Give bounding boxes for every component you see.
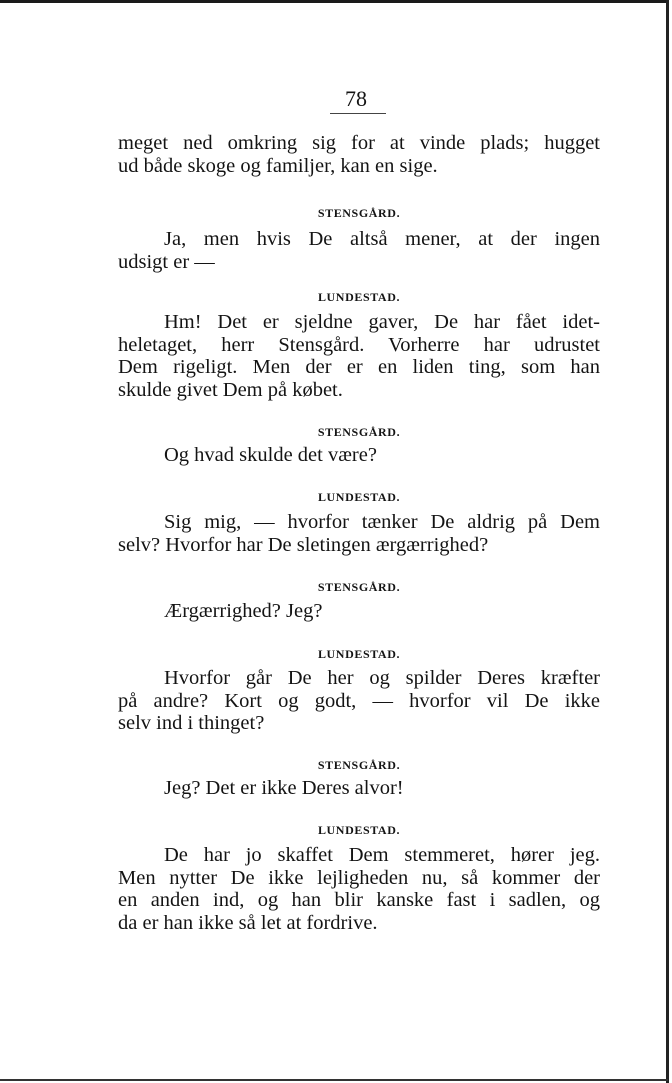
text-line: Sig mig, — hvorfor tænker De aldrig på Dem (164, 511, 600, 533)
text-line: på andre? Kort og godt, — hvorfor vil De ikke (118, 689, 600, 712)
page-edge-top (0, 0, 668, 3)
text-line: Ærgærrighed? Jeg? (164, 600, 323, 622)
speech-paragraph (118, 311, 600, 401)
text-line: Hm! Det er sjeldne gaver, De har fået idet- (164, 311, 600, 333)
speech-paragraph (118, 777, 600, 800)
page-number: 78 (345, 86, 367, 111)
text-line: da er han ikke så let at fordrive. (118, 911, 378, 934)
speaker-label: STENSGÅRD. (317, 580, 401, 594)
text-line: Ja, men hvis De altså mener, at der ingen (164, 228, 600, 250)
text-line: selv? Hvorfor har De sletingen ærgærrighed? (118, 533, 489, 556)
text-line: Jeg? Det er ikke Deres alvor! (164, 777, 404, 799)
text-line: selv ind i thinget? (118, 712, 265, 734)
text-line: meget ned omkring sig for at vinde plads; hugget (118, 132, 600, 154)
text-line: Dem rigeligt. Men der er en liden ting, som han (118, 356, 600, 378)
text-line: De har jo skaffet Dem stemmeret, hører jeg. (164, 844, 600, 866)
speech-paragraph (118, 511, 600, 556)
text-line: en anden ind, og han blir kanske fast i sadlen, og (118, 889, 600, 911)
text-line: Hvorfor går De her og spilder Deres kræfter (164, 667, 600, 689)
page-edge-right (666, 0, 669, 1083)
text-line: Og hvad skulde det være? (164, 444, 377, 466)
speaker-label: STENSGÅRD. (317, 425, 401, 439)
speech-paragraph (118, 444, 600, 467)
speaker-label: STENSGÅRD. (317, 206, 401, 220)
speaker-label: LUNDESTAD. (317, 490, 401, 504)
paragraph-continuation (118, 132, 600, 177)
text-line: udsigt er — (118, 250, 215, 273)
speech-paragraph (118, 844, 600, 934)
speech-paragraph (118, 600, 600, 623)
speech-paragraph (118, 667, 600, 735)
text-line: skulde givet Dem på købet. (118, 378, 343, 401)
speaker-label: LUNDESTAD. (317, 823, 401, 837)
speaker-label: STENSGÅRD. (317, 758, 401, 772)
page-edge-bottom (0, 1079, 668, 1081)
speech-paragraph (118, 228, 600, 273)
page-number-rule (330, 113, 386, 114)
text-line: ud både skoge og familjer, kan en sige. (118, 154, 438, 177)
speaker-label: LUNDESTAD. (317, 647, 401, 661)
text-line: heletaget, herr Stensgård. Vorherre har udrustet (118, 333, 600, 356)
text-line: Men nytter De ikke lejligheden nu, så kommer der (118, 866, 600, 889)
speaker-label: LUNDESTAD. (317, 290, 401, 304)
